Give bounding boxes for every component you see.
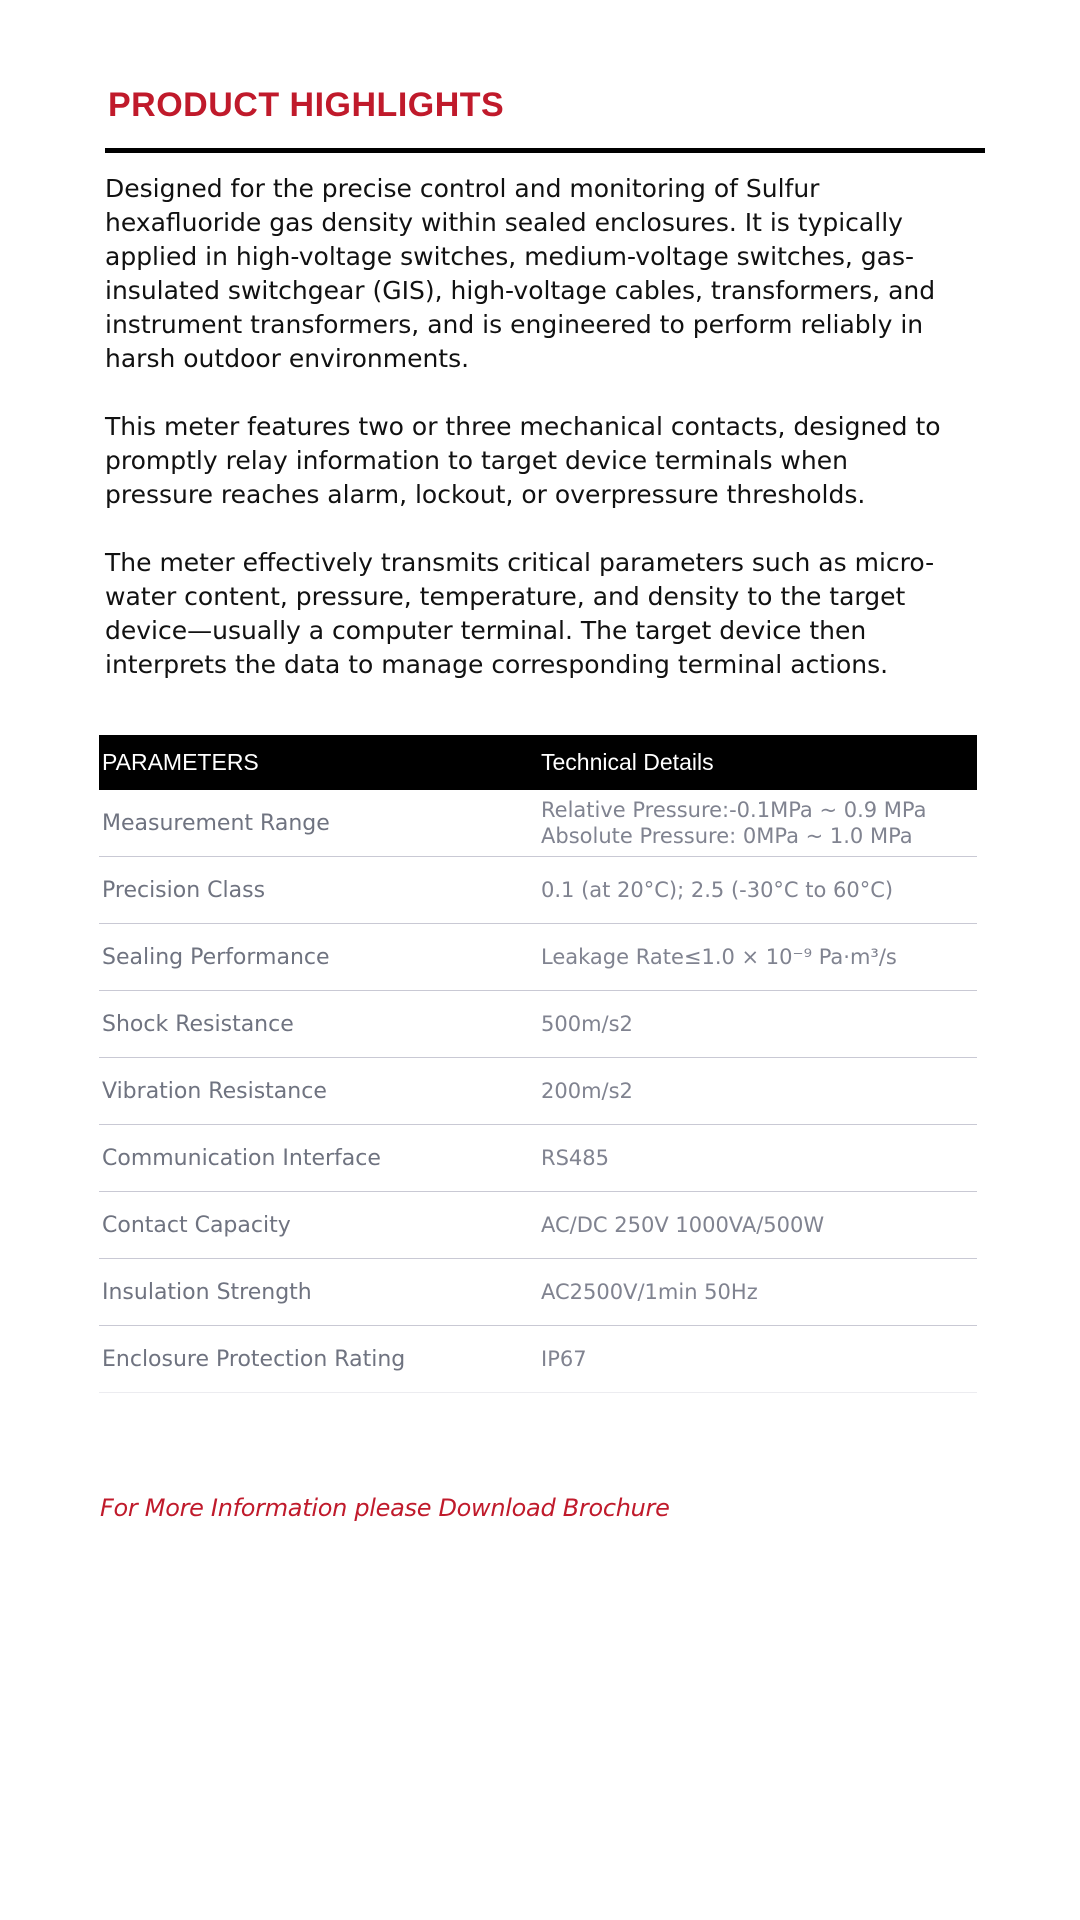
- parameter-name: Insulation Strength: [99, 1259, 538, 1326]
- parameter-name: Enclosure Protection Rating: [99, 1326, 538, 1393]
- table-row: [99, 1125, 977, 1192]
- parameter-value-line: Leakage Rate≤1.0 × 10⁻⁹ Pa·m³/s: [541, 945, 897, 969]
- parameter-name: Vibration Resistance: [99, 1058, 538, 1125]
- parameter-value-line: 200m/s2: [541, 1079, 633, 1103]
- parameter-name: Precision Class: [99, 857, 538, 924]
- intro-paragraph: Designed for the precise control and monitoring of Sulfur hexafluoride gas density within sealed enclosures. It is typically applied in high-voltage switches, medium-voltage switches, gas- insulated switchgear (GIS), high-voltage cables, transformers, and instrument transformers, and is engineered to perform reliably in harsh outdoor environments.: [105, 174, 936, 373]
- intro-paragraph: This meter features two or three mechanical contacts, designed to promptly relay information to target device terminals when pressure reaches alarm, lockout, or overpressure thresholds.: [105, 412, 941, 509]
- parameter-value-line: 500m/s2: [541, 1012, 633, 1036]
- parameters-table: [99, 735, 977, 1393]
- table-row: [99, 924, 977, 991]
- table-row: [99, 1058, 977, 1125]
- parameter-value: [538, 924, 977, 991]
- parameter-value-line: Relative Pressure:-0.1MPa ~ 0.9 MPa: [541, 798, 927, 822]
- parameter-value-line: AC/DC 250V 1000VA/500W: [541, 1213, 825, 1237]
- parameter-value: [538, 857, 977, 924]
- parameter-name: Sealing Performance: [99, 924, 538, 991]
- intro-paragraph: The meter effectively transmits critical parameters such as micro- water content, pressure, temperature, and density to the target device—usually a computer terminal. The target device then interprets the data to manage corresponding terminal actions.: [105, 548, 935, 679]
- parameter-value-line: RS485: [541, 1146, 610, 1170]
- table-row: [99, 1259, 977, 1326]
- table-row: [99, 991, 977, 1058]
- parameter-value: [538, 991, 977, 1058]
- section-divider: [105, 148, 985, 153]
- parameter-value-line: 0.1 (at 20°C); 2.5 (-30°C to 60°C): [541, 878, 894, 902]
- parameter-value: [538, 790, 977, 857]
- parameter-value: [538, 1326, 977, 1393]
- section-title: PRODUCT HIGHLIGHTS: [108, 86, 505, 124]
- parameter-name: Shock Resistance: [99, 991, 538, 1058]
- table-row: [99, 790, 977, 857]
- intro-text: [105, 172, 985, 716]
- parameter-value: [538, 1259, 977, 1326]
- parameter-value: [538, 1058, 977, 1125]
- table-body: [99, 790, 977, 1393]
- parameter-name: Measurement Range: [99, 790, 538, 857]
- table-header-row: [99, 735, 977, 790]
- download-brochure-link[interactable]: For More Information please Download Brochure: [100, 1494, 670, 1522]
- parameter-value-line: AC2500V/1min 50Hz: [541, 1280, 758, 1304]
- table-row: [99, 1326, 977, 1393]
- parameter-value-line: Absolute Pressure: 0MPa ~ 1.0 MPa: [541, 824, 913, 848]
- parameter-name: Communication Interface: [99, 1125, 538, 1192]
- column-header-parameters: PARAMETERS: [99, 735, 538, 790]
- column-header-technical-details: Technical Details: [538, 735, 977, 790]
- parameter-value-line: IP67: [541, 1347, 587, 1371]
- table-row: [99, 857, 977, 924]
- parameter-name: Contact Capacity: [99, 1192, 538, 1259]
- parameter-value: [538, 1192, 977, 1259]
- parameter-value: [538, 1125, 977, 1192]
- table-row: [99, 1192, 977, 1259]
